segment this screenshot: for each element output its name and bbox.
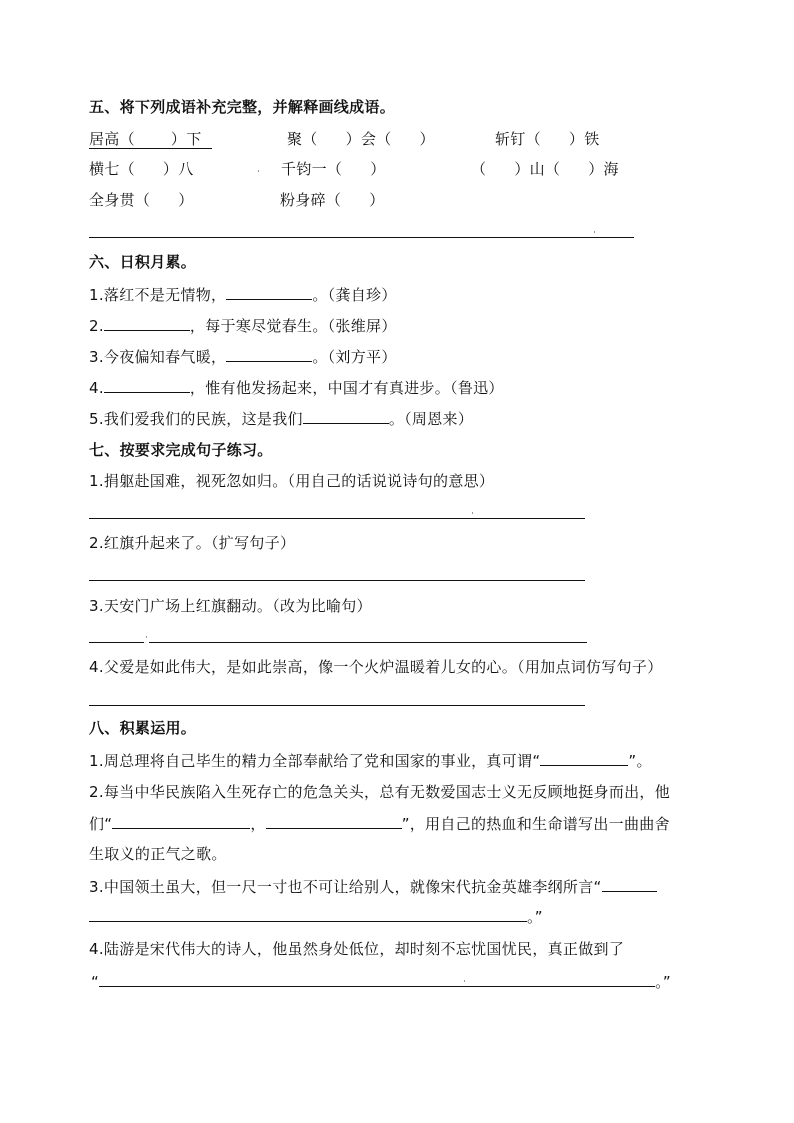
usage-q2-line2 (89, 813, 670, 834)
stray-mark (146, 636, 147, 638)
question-text: ”，用自己的热血和生命谱写出一曲曲舍 (401, 815, 670, 833)
sentence-task-3: 3.天安门广场上红旗翻动。（改为比喻句） (89, 597, 372, 615)
stray-mark (594, 231, 595, 233)
idiom-row1-a (89, 129, 212, 149)
answer-line[interactable] (89, 642, 144, 643)
idiom-text: ）海 (588, 160, 619, 178)
question-text: “ (91, 973, 100, 991)
poem-prefix: 1.落红不是无情物， (89, 286, 227, 304)
poem-prefix: 3.今夜偏知春气暖， (89, 348, 227, 366)
poem-prefix: 2. (89, 317, 104, 335)
idiom-text: ）八 (162, 160, 194, 178)
stray-mark (472, 512, 473, 514)
idiom-row2-a (89, 159, 194, 179)
idiom-text: 聚（ (287, 130, 318, 148)
poem-suffix: ，每于寒尽觉春生。（张维屏） (189, 317, 397, 335)
question-text: ， (250, 815, 266, 833)
idiom-text: ）铁 (568, 130, 600, 148)
idiom-row2-c (471, 159, 619, 179)
poem-item-5 (89, 408, 473, 429)
idiom-text: 全身贯（ (89, 191, 151, 209)
section8-title: 八、积累运用。 (89, 719, 197, 737)
sentence-task-2: 2.红旗升起来了。（扩写句子） (89, 534, 296, 552)
answer-line[interactable] (89, 580, 585, 581)
usage-q1 (89, 750, 652, 771)
stray-mark (464, 980, 465, 982)
question-text: 们“ (89, 815, 113, 833)
idiom-text: ） (370, 160, 386, 178)
idiom-row2-b (281, 159, 386, 179)
idiom-row1-c (495, 129, 600, 149)
question-text: 1.周总理将自己毕生的精力全部奉献给了党和国家的事业，真可谓“ (89, 752, 541, 770)
poem-item-1 (89, 284, 397, 305)
answer-line[interactable] (89, 518, 585, 519)
usage-q4-line2 (91, 971, 671, 992)
idiom-text: （ (471, 160, 487, 178)
idiom-text: ）会（ (345, 130, 392, 148)
section6-title: 六、日积月累。 (89, 253, 197, 271)
idiom-text: ）下 (170, 130, 202, 148)
fill-blank[interactable] (104, 377, 190, 393)
question-text: 3.中国领土虽大，但一尺一寸也不可让给别人，就像宋代抗金英雄李纲所言“ (89, 878, 602, 896)
question-text: 。” (655, 973, 671, 991)
idiom-row3-a (89, 190, 194, 210)
idiom-row1-b (287, 129, 435, 149)
poem-suffix: ，惟有他发扬起来，中国才有真进步。（鲁迅） (189, 379, 504, 397)
fill-blank[interactable] (104, 315, 190, 331)
idiom-text: 横七（ (89, 160, 135, 178)
poem-suffix: 。（周恩来） (388, 410, 474, 428)
poem-suffix: 。（刘方平） (312, 348, 397, 366)
idiom-text: ） (369, 191, 385, 209)
fill-blank[interactable] (226, 284, 312, 300)
idiom-text: ）山（ (514, 160, 561, 178)
section7-title: 七、按要求完成句子练习。 (89, 441, 273, 459)
section5-title: 五、将下列成语补充完整，并解释画线成语。 (89, 98, 396, 116)
idiom-text: 斩钉（ (495, 130, 541, 148)
idiom-text: ） (419, 130, 435, 148)
poem-prefix: 5.我们爱我们的民族，这是我们 (89, 410, 303, 428)
answer-line[interactable] (89, 705, 585, 706)
poem-item-2 (89, 315, 397, 336)
fill-blank[interactable] (112, 813, 250, 829)
stray-mark (258, 170, 259, 172)
poem-item-4 (89, 377, 504, 398)
idiom-text: 千钧一（ (281, 160, 343, 178)
fill-blank[interactable] (303, 408, 389, 424)
idiom-row3-b (280, 190, 385, 210)
usage-q2-line1: 2.每当中华民族陷入生死存亡的危急关头，总有无数爱国志士义无反顾地挺身而出，他 (89, 783, 671, 801)
idiom-text: 居高（ (89, 130, 135, 148)
usage-q4-line1: 4.陆游是宋代伟大的诗人，他虽然身处低位，却时刻不忘忧国忧民，真正做到了 (89, 940, 625, 958)
poem-item-3 (89, 346, 397, 367)
sentence-task-1: 1.捐躯赴国难，视死忽如归。（用自己的话说说诗句的意思） (89, 472, 495, 490)
fill-blank[interactable] (266, 813, 402, 829)
answer-line[interactable] (89, 237, 634, 238)
usage-q3-line1 (89, 876, 657, 897)
fill-blank[interactable] (540, 750, 628, 766)
fill-blank[interactable] (99, 971, 655, 987)
sentence-task-4: 4.父爱是如此伟大，是如此崇高，像一个火炉温暖着儿女的心。（用加点词仿写句子） (89, 658, 663, 676)
answer-line[interactable] (149, 642, 587, 643)
idiom-text: ） (178, 191, 194, 209)
idiom-text: 粉身碎（ (280, 191, 342, 209)
fill-blank[interactable] (226, 346, 312, 362)
question-text: 。” (527, 908, 543, 926)
poem-suffix: 。（龚自珍） (312, 286, 397, 304)
question-text: ”。 (628, 752, 652, 770)
fill-blank[interactable] (602, 876, 657, 892)
poem-prefix: 4. (89, 379, 104, 397)
fill-blank[interactable] (89, 906, 527, 922)
usage-q2-line3: 生取义的正气之歌。 (89, 845, 227, 863)
usage-q3-line2 (89, 906, 543, 927)
